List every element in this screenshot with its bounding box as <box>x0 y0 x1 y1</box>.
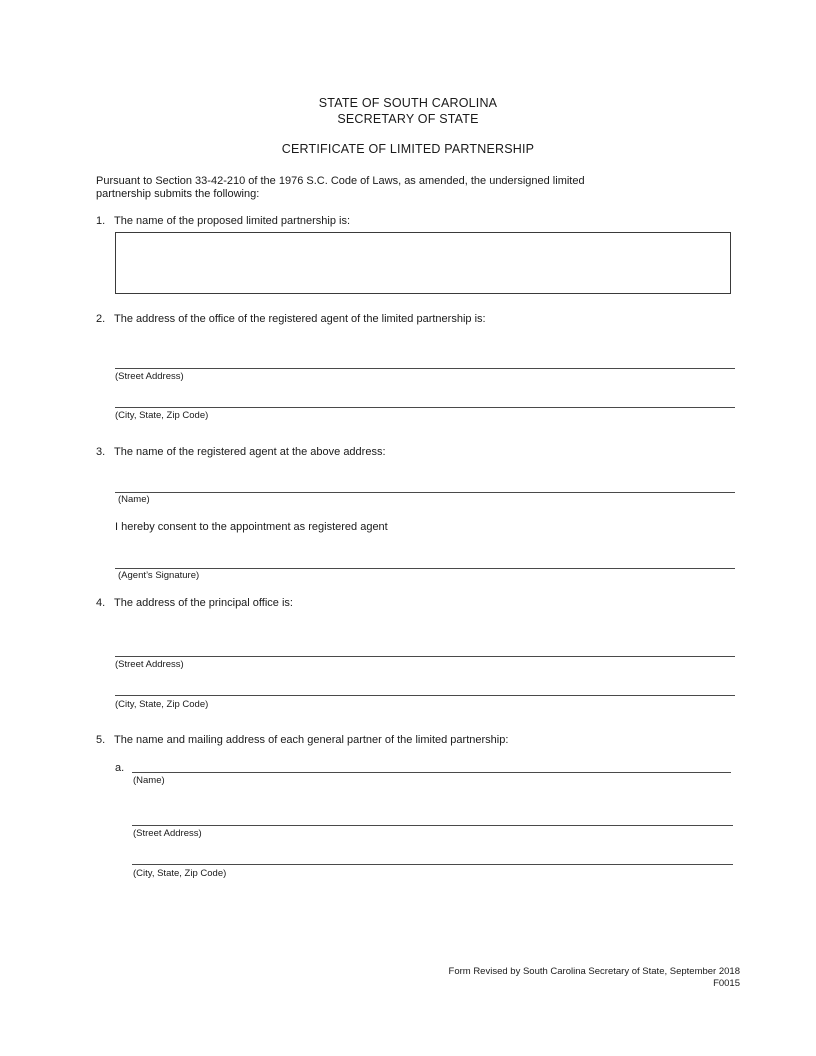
agent-name-line[interactable] <box>115 492 735 493</box>
partner-a-name-caption: (Name) <box>133 775 165 786</box>
partner-a-street-caption: (Street Address) <box>133 828 202 839</box>
principal-office-city-line[interactable] <box>115 695 735 696</box>
item-1-number: 1. <box>96 215 106 227</box>
principal-office-street-caption: (Street Address) <box>115 659 184 670</box>
item-3-label: The name of the registered agent at the above address: <box>114 446 386 458</box>
agent-signature-line[interactable] <box>115 568 735 569</box>
partnership-name-field[interactable] <box>115 232 731 294</box>
item-3-number: 3. <box>96 446 106 458</box>
partner-a-city-caption: (City, State, Zip Code) <box>133 868 227 879</box>
item-4-label: The address of the principal office is: <box>114 597 293 609</box>
partner-a-name-line[interactable] <box>132 772 731 773</box>
agent-office-street-line[interactable] <box>115 368 735 369</box>
partner-a-city-line[interactable] <box>132 864 733 865</box>
footer-form-id: F0015 <box>713 978 740 989</box>
form-title: CERTIFICATE OF LIMITED PARTNERSHIP <box>281 142 535 156</box>
agent-office-city-caption: (City, State, Zip Code) <box>115 410 209 421</box>
agent-signature-caption: (Agent’s Signature) <box>118 570 200 581</box>
principal-office-street-line[interactable] <box>115 656 735 657</box>
intro-line-2: partnership submits the following: <box>96 188 260 200</box>
partner-a-letter: a. <box>115 762 125 774</box>
agent-name-caption: (Name) <box>118 494 150 505</box>
principal-office-city-caption: (City, State, Zip Code) <box>115 699 209 710</box>
agent-office-city-line[interactable] <box>115 407 735 408</box>
footer-revision: Form Revised by South Carolina Secretary of State, September 2018 <box>448 966 740 977</box>
consent-statement: I hereby consent to the appointment as registered agent <box>115 521 388 533</box>
item-2-number: 2. <box>96 313 106 325</box>
item-5-number: 5. <box>96 734 106 746</box>
item-5-label: The name and mailing address of each general partner of the limited partnership: <box>114 734 509 746</box>
item-2-label: The address of the office of the registered agent of the limited partnership is: <box>114 313 486 325</box>
intro-line-1: Pursuant to Section 33-42-210 of the 1976 S.C. Code of Laws, as amended, the undersigned limited <box>96 175 585 187</box>
item-4-number: 4. <box>96 597 106 609</box>
office-heading: SECRETARY OF STATE <box>337 112 479 126</box>
item-1-label: The name of the proposed limited partnership is: <box>114 215 351 227</box>
state-heading: STATE OF SOUTH CAROLINA <box>318 96 498 110</box>
partner-a-street-line[interactable] <box>132 825 733 826</box>
agent-office-street-caption: (Street Address) <box>115 371 184 382</box>
